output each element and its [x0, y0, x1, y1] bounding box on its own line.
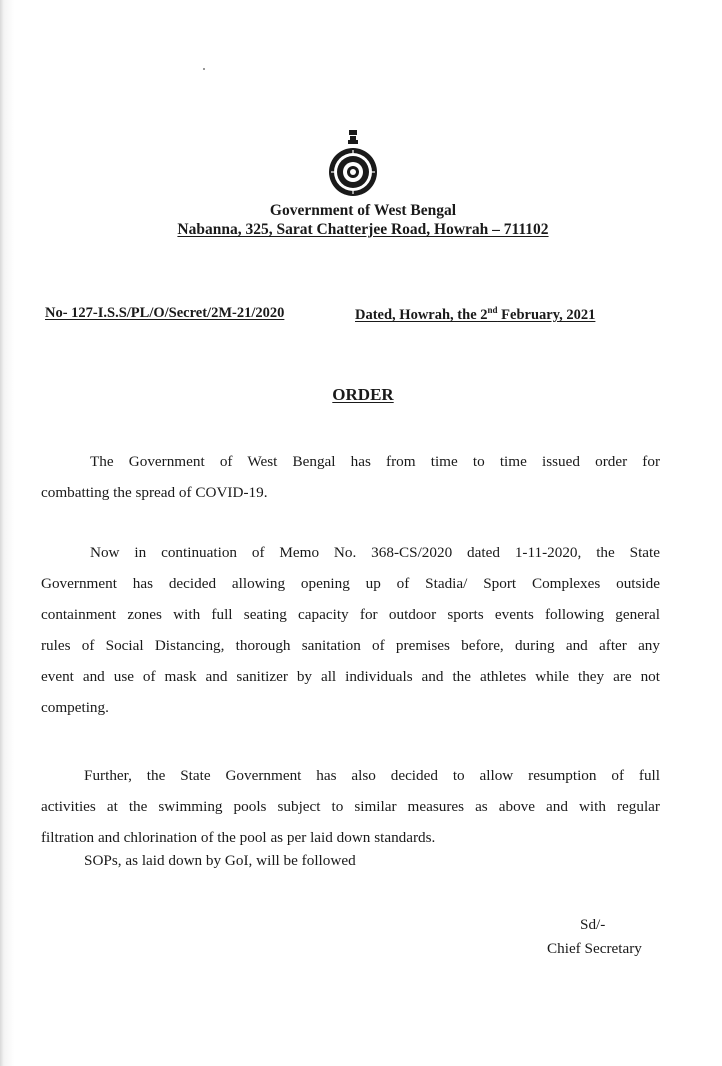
- order-title: ORDER: [332, 385, 394, 404]
- paragraph-line: combatting the spread of COVID-19.: [41, 484, 268, 501]
- paragraph-3: [41, 760, 660, 853]
- memo-number: No- 127-I.S.S/PL/O/Secret/2M-21/2020: [45, 305, 285, 321]
- paragraph-line: activities at the swimming pools subject to similar measures as above and with regular: [41, 798, 660, 815]
- government-name: Government of West Bengal: [269, 202, 457, 219]
- paragraph-1: [41, 446, 660, 508]
- paragraph-line: rules of Social Distancing, thorough sanitation of premises before, during and after any: [41, 637, 660, 654]
- signature-sd: Sd/-: [580, 916, 606, 933]
- signatory-designation: Chief Secretary: [547, 940, 642, 957]
- paragraph-line: event and use of mask and sanitizer by all individuals and the athletes while they are not: [41, 668, 660, 685]
- paragraph-line: competing.: [41, 699, 109, 716]
- memo-date-suffix: February, 2021: [497, 306, 596, 323]
- paragraph-2: [41, 537, 660, 723]
- paragraph-line: Government has decided allowing opening up of Stadia/ Sport Complexes outside: [41, 575, 660, 592]
- memo-date-prefix: Dated, Howrah, the 2: [355, 306, 488, 323]
- government-address: Nabanna, 325, Sarat Chatterjee Road, Howrah – 711102: [177, 221, 549, 238]
- paragraph-line: Further, the State Government has also decided to allow resumption of full: [84, 767, 660, 784]
- paragraph-line: filtration and chlorination of the pool as per laid down standards.: [41, 829, 436, 846]
- state-emblem-icon: [327, 128, 379, 198]
- memo-date: [355, 305, 595, 324]
- speck: [203, 68, 205, 70]
- paragraph-line: containment zones with full seating capacity for outdoor sports events following general: [41, 606, 660, 623]
- paragraph-line: Now in continuation of Memo No. 368-CS/2020 dated 1-11-2020, the State: [90, 544, 660, 561]
- memo-date-ordinal: nd: [487, 305, 498, 315]
- sops-note: SOPs, as laid down by GoI, will be followed: [84, 852, 356, 869]
- paragraph-line: The Government of West Bengal has from time to time issued order for: [90, 453, 660, 470]
